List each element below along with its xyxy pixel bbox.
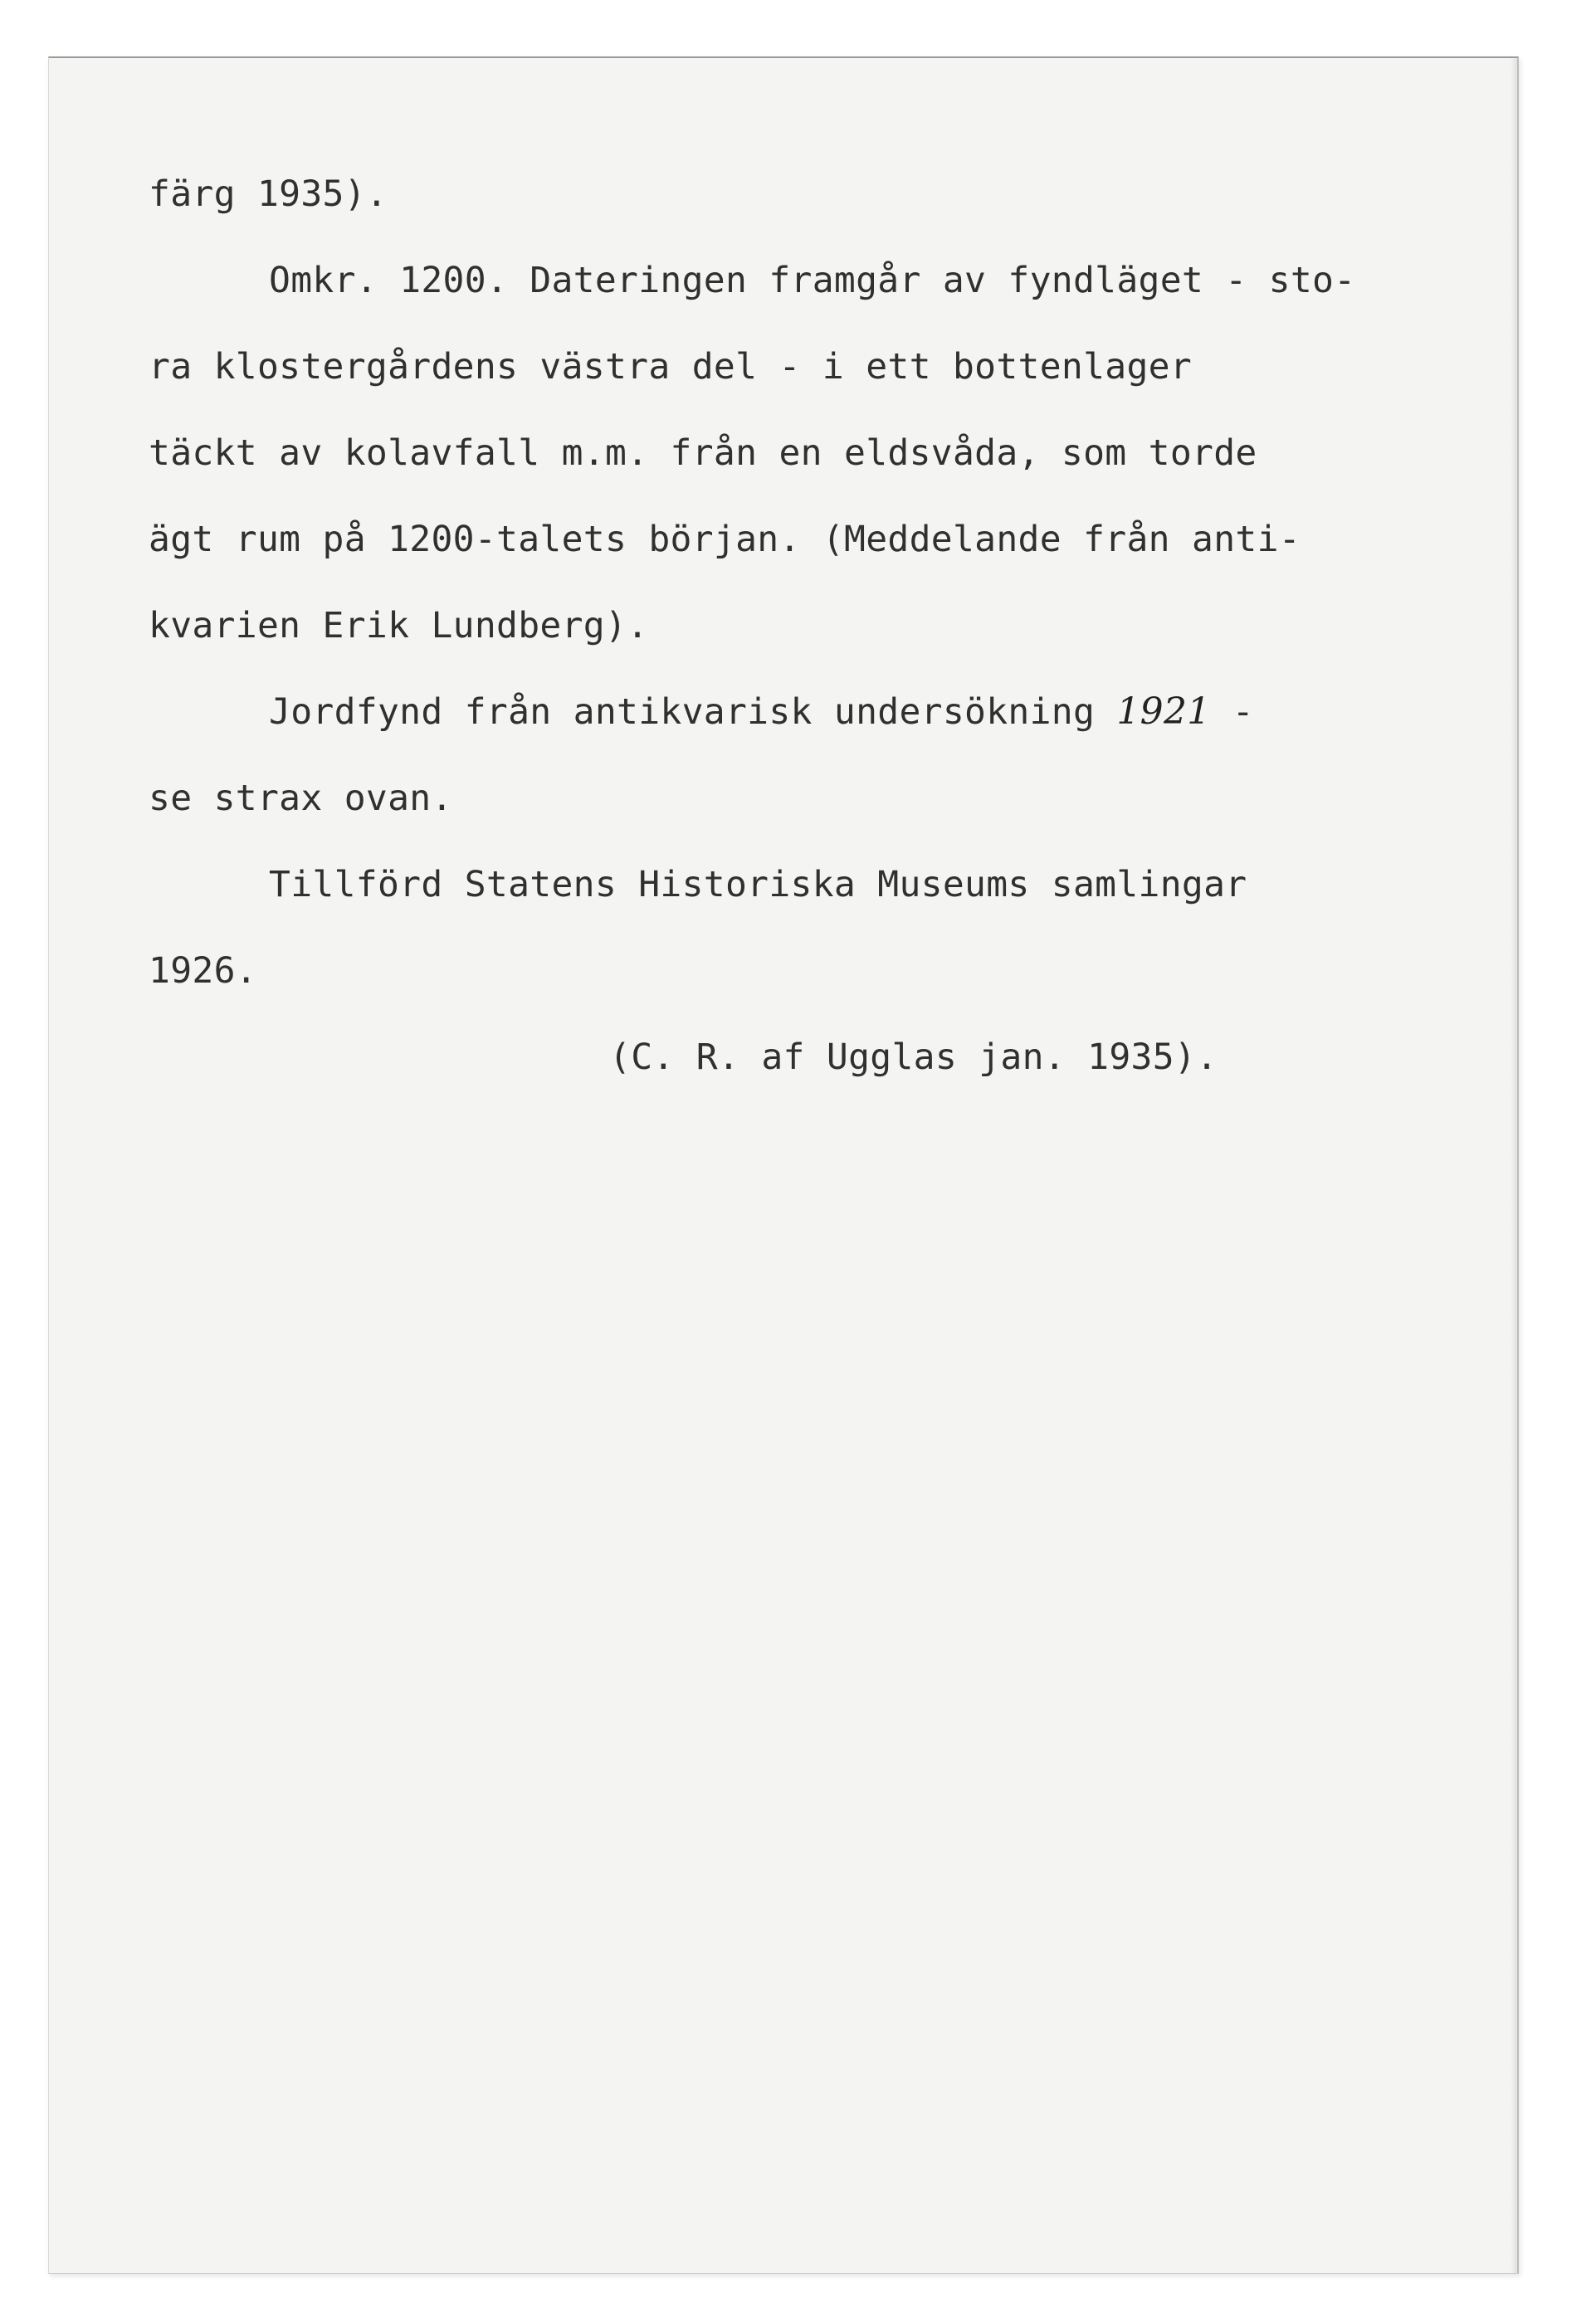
text-line-1: färg 1935). — [149, 173, 388, 215]
text-line-5: ägt rum på 1200-talets början. (Meddelande från anti- — [149, 519, 1301, 560]
text-line-9: Tillförd Statens Historiska Museums samlingar — [269, 864, 1247, 905]
text-line-8: se strax ovan. — [149, 778, 453, 819]
jordfynd-text: Jordfynd från antikvarisk undersökning — [269, 691, 1096, 733]
typed-text-block — [149, 151, 1510, 1100]
signature-line: (C. R. af Ugglas jan. 1935). — [609, 1036, 1218, 1078]
text-line-2: Omkr. 1200. Dateringen framgår av fyndläget - sto- — [269, 260, 1356, 301]
handwritten-year: 1921 — [1116, 690, 1211, 733]
text-line-6: kvarien Erik Lundberg). — [149, 605, 649, 646]
text-line-7 — [149, 669, 1510, 755]
dash-text: - — [1232, 691, 1254, 733]
text-line-3: ra klostergårdens västra del - i ett bottenlager — [149, 346, 1193, 388]
text-line-4: täckt av kolavfall m.m. från en eldsvåda, som torde — [149, 432, 1257, 474]
text-line-10: 1926. — [149, 950, 257, 992]
document-page — [48, 56, 1519, 2274]
